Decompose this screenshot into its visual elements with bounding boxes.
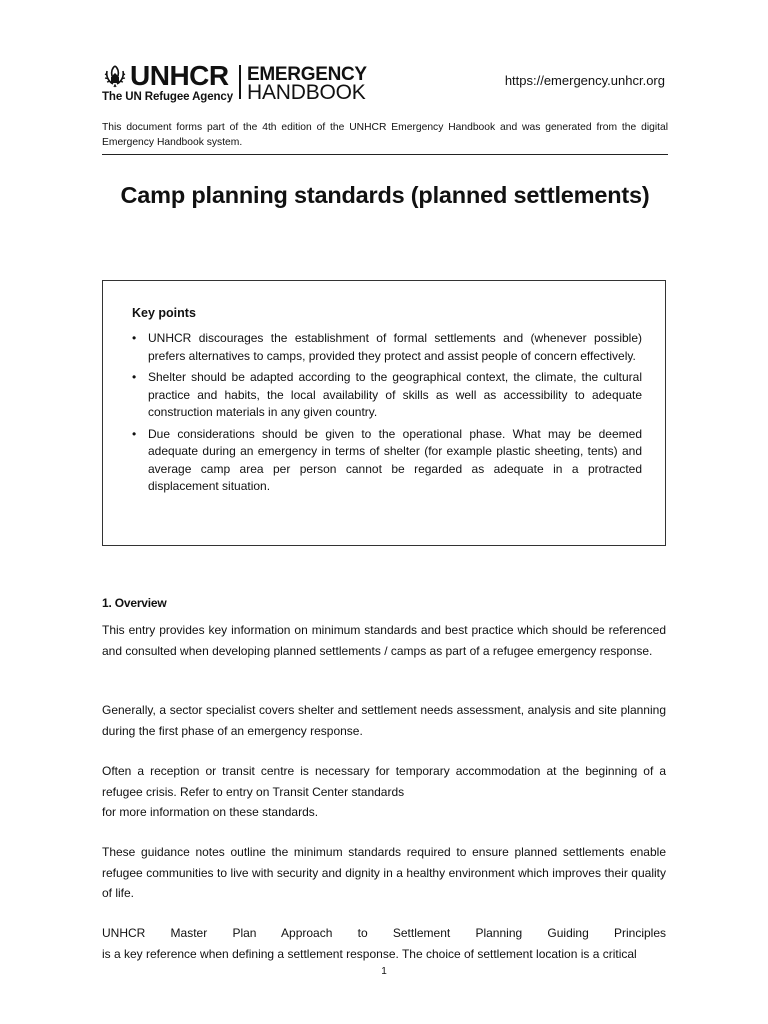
overview-paragraph: This entry provides key information on minimum standards and best practice which should be referenced and consulted when developing planned settlements / camps as part of a refugee emergency response. [102,623,666,658]
logo-unhcr-wordmark: UNHCR [130,60,229,91]
intro-note: This document forms part of the 4th edition of the UNHCR Emergency Handbook and was generated from the digital Emergency Handbook system. [102,122,668,148]
key-point-text: Due considerations should be given to the operational phase. What may be deemed adequate during an emergency in terms of shelter (for example plastic sheeting, tents) and average camp area per person cannot be regarded as adequate in a protracted displacement situation. [148,426,642,493]
logo-emergency-word: EMERGENCY [247,64,367,85]
key-point-item [132,330,642,365]
section-heading-overview: 1. Overview [102,596,167,610]
key-point-text: UNHCR discourages the establishment of formal settlements and (whenever possible) prefers alternatives to camps, provided they protect and assist people of concern effectively. [148,331,642,363]
key-point-text: Shelter should be adapted according to the geographical context, the climate, the cultural practice and habits, the local availability of skills as well as accessibility to adequate construction materials in any given country. [148,370,642,419]
unhcr-emergency-handbook-logo [102,62,367,104]
header-divider [102,154,668,155]
key-points-heading: Key points [132,306,196,320]
logo-tagline: The UN Refugee Agency [102,91,234,103]
overview-paragraph [102,761,666,823]
master-plan-reference: UNHCR Master Plan Approach to Settlement Planning Guiding Principles [102,926,666,940]
overview-paragraph: These guidance notes outline the minimum standards required to ensure planned settlements enable refugee communities to live with security and dignity in a healthy environment which improves their quality of life. [102,845,666,900]
bullet-icon: • [132,331,137,345]
transit-centre-followup: for more information on these standards. [102,805,319,819]
key-point-item [132,426,642,496]
key-points-box [102,280,666,546]
overview-paragraph [102,923,666,964]
page-title: Camp planning standards (planned settlements) [120,182,650,208]
transit-centre-text: Often a reception or transit centre is necessary for temporary accommodation at the beginning of a refugee crisis. Refer to entry on Transit Center standards [102,764,666,799]
unhcr-laurel-icon [102,63,128,89]
logo-handbook-word: HANDBOOK [247,81,366,104]
key-point-item [132,369,642,422]
overview-paragraph: Generally, a sector specialist covers shelter and settlement needs assessment, analysis and site planning during the first phase of an emergency response. [102,703,666,738]
page-number: 1 [381,966,387,977]
logo-divider [239,65,241,99]
bullet-icon: • [132,370,137,384]
key-points-list [132,330,642,500]
bullet-icon: • [132,426,137,441]
master-plan-text: is a key reference when defining a settlement response. The choice of settlement location is a critical [102,946,637,961]
site-url-link[interactable]: https://emergency.unhcr.org [504,73,665,88]
